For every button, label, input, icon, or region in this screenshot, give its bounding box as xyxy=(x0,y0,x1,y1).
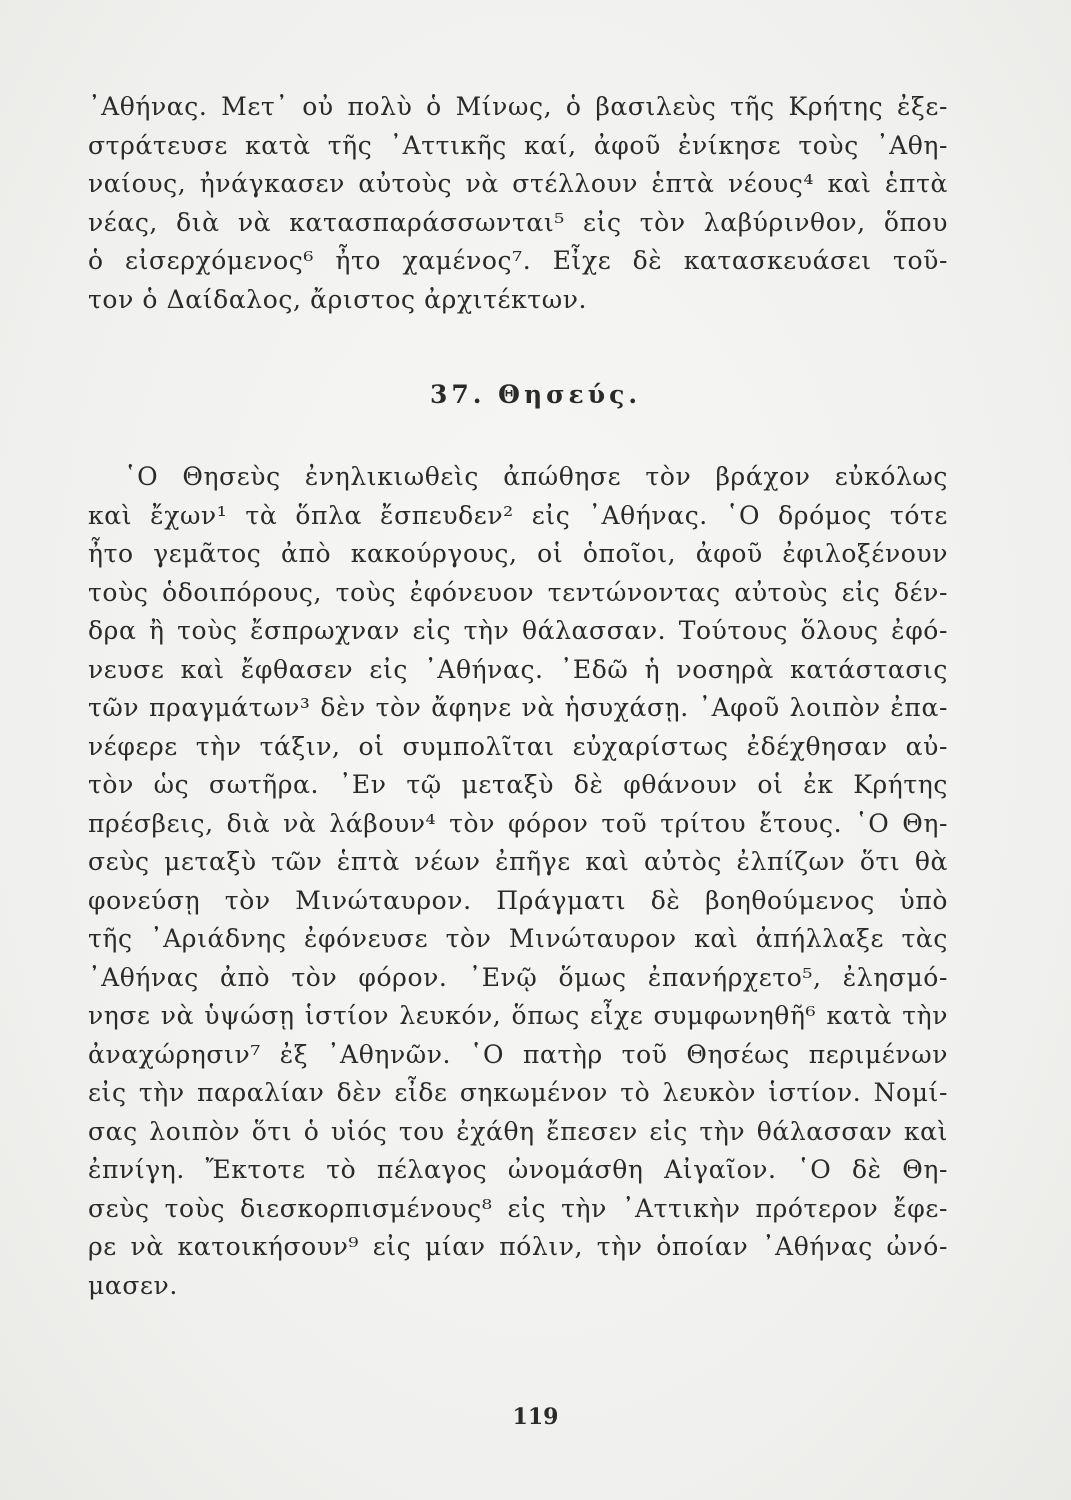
text-line: τον ὁ Δαίδαλος, ἄριστος ἀρχιτέκτων. xyxy=(88,284,588,314)
text-line: σας λοιπὸν ὅτι ὁ υἱός του ἐχάθη ἔπεσεν εἰς τὴν θάλασσαν καὶ xyxy=(88,1116,948,1146)
text-line: σεὺς τοὺς διεσκορπισμένους⁸ εἰς τὴν ᾿Αττικὴν πρότερον ἔφε- xyxy=(88,1193,948,1223)
text-line: δρα ἢ τοὺς ἔσπρωχναν εἰς τὴν θάλασσαν. Τούτους ὅλους ἐφό- xyxy=(88,616,948,645)
text-line: ῾Ο Θησεὺς ἐνηλικιωθεὶς ἀπώθησε τὸν βράχον εὐκόλως xyxy=(124,462,948,491)
text-line: φονεύσῃ τὸν Μινώταυρον. Πράγματι δὲ βοηθούμενος ὑπὸ xyxy=(88,885,948,915)
text-line: ναίους, ἠνάγκασεν αὐτοὺς νὰ στέλλουν ἑπτὰ νέους⁴ καὶ ἑπτὰ xyxy=(88,169,948,198)
text-line: ρε νὰ κατοικήσουν⁹ εἰς μίαν πόλιν, τὴν ὁποίαν ᾿Αθήνας ὠνό- xyxy=(88,1232,948,1261)
section-heading: 37. Θησεύς. xyxy=(429,380,642,409)
paragraph-theseus xyxy=(88,458,948,1305)
text-line: εἰς τὴν παραλίαν δὲν εἶδε σηκωμένον τὸ λευκὸν ἱστίον. Νομί- xyxy=(88,1078,948,1107)
text-line: ᾿Αθήνας. Μετ᾿ οὐ πολὺ ὁ Μίνως, ὁ βασιλεὺς τῆς Κρήτης ἐξε- xyxy=(88,92,948,121)
text-line: νευσε καὶ ἔφθασεν εἰς ᾿Αθήνας. ᾿Εδῶ ἡ νοσηρὰ κατάστασις xyxy=(88,654,948,684)
text-line: πρέσβεις, διὰ νὰ λάβουν⁴ τὸν φόρον τοῦ τρίτου ἔτους. ῾Ο Θη- xyxy=(88,808,948,838)
paragraph-minos xyxy=(88,88,948,319)
text-line: ᾿Αθήνας ἀπὸ τὸν φόρον. ᾿Ενῷ ὅμως ἐπανήρχετο⁵, ἐλησμό- xyxy=(88,962,948,992)
text-line: τῶν πραγμάτων³ δὲν τὸν ἄφηνε νὰ ἡσυχάσῃ. ᾿Αφοῦ λοιπὸν ἐπα- xyxy=(88,693,948,722)
text-line: καὶ ἔχων¹ τὰ ὅπλα ἔσπευδεν² εἰς ᾿Αθήνας. ῾Ο δρόμος τότε xyxy=(88,500,948,530)
text-line: τοὺς ὁδοιπόρους, τοὺς ἐφόνευον τεντώνοντας αὐτοὺς εἰς δέν- xyxy=(88,577,948,607)
text-line: ὁ εἰσερχόμενος⁶ ἦτο χαμένος⁷. Εἶχε δὲ κατασκευάσει τοῦ- xyxy=(88,246,948,275)
page-number: 119 xyxy=(512,1404,559,1430)
text-line: ἀναχώρησιν⁷ ἐξ ᾿Αθηνῶν. ῾Ο πατὴρ τοῦ Θησέως περιμένων xyxy=(88,1039,948,1069)
text-line: ἐπνίγη. Ἔκτοτε τὸ πέλαγος ὠνομάσθη Αἰγαῖον. ῾Ο δὲ Θη- xyxy=(88,1155,948,1184)
text-line: ἦτο γεμᾶτος ἀπὸ κακούργους, οἱ ὁποῖοι, ἀφοῦ ἐφιλοξένουν xyxy=(88,539,948,568)
text-line: νέας, διὰ νὰ κατασπαράσσωνται⁵ εἰς τὸν λαβύρινθον, ὅπου xyxy=(88,207,948,237)
text-line: τῆς ᾿Αριάδνης ἐφόνευσε τὸν Μινώταυρον καὶ ἀπήλλαξε τὰς xyxy=(88,924,948,953)
text-line: τὸν ὡς σωτῆρα. ᾿Εν τῷ μεταξὺ δὲ φθάνουν οἱ ἐκ Κρήτης xyxy=(88,770,948,799)
text-line: σεὺς μεταξὺ τῶν ἑπτὰ νέων ἐπῆγε καὶ αὐτὸς ἐλπίζων ὅτι θὰ xyxy=(88,847,948,876)
text-line: στράτευσε κατὰ τῆς ᾿Αττικῆς καί, ἀφοῦ ἐνίκησε τοὺς ᾿Αθη- xyxy=(88,130,948,160)
text-line: νησε νὰ ὑψώσῃ ἱστίον λευκόν, ὅπως εἶχε συμφωνηθῆ⁶ κατὰ τὴν xyxy=(88,1001,948,1030)
text-line: νέφερε τὴν τάξιν, οἱ συμπολῖται εὐχαρίστως ἐδέχθησαν αὐ- xyxy=(88,731,948,761)
text-line: μασεν. xyxy=(88,1270,178,1300)
